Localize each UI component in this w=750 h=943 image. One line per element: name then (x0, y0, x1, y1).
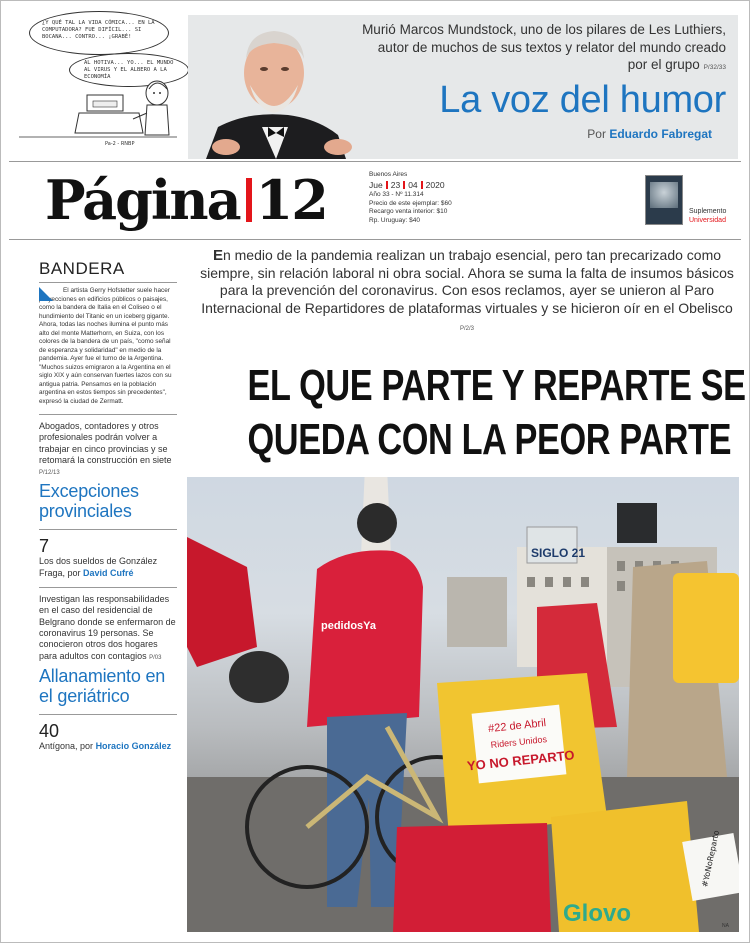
edition-issue: Año 33 - Nº 11.314 (369, 190, 424, 198)
promo-deck-text: Murió Marcos Mundstock, uno de los pilares de Les Luthiers, autor de muchos de sus textos y relator del mundo creado por el grupo (362, 22, 726, 72)
date-day: Jue (369, 179, 383, 190)
sign-line-3: YO NO REPARTO (466, 747, 576, 774)
left-column (39, 259, 177, 752)
story3-page-ref: P/03 (149, 654, 162, 661)
date-y: 2020 (425, 179, 445, 190)
promo-banner[interactable] (188, 15, 738, 159)
cartoon-signature: Pa-2 - RNBP (105, 141, 135, 147)
headline-line-1: EL QUE PARTE Y REPARTE SE (247, 361, 746, 410)
sign-line-1: #22 de Abril (487, 717, 547, 736)
divider (9, 161, 741, 162)
photo-credit: NA (722, 923, 729, 929)
story1-summary (39, 421, 177, 479)
story1-title[interactable]: Excepciones provinciales (39, 481, 139, 522)
bag-brand: Glovo (563, 900, 632, 927)
story3-summary (39, 594, 177, 664)
edition-date (369, 180, 452, 191)
supplement-label[interactable] (689, 207, 726, 225)
card-text: #YoNoReparto (700, 829, 722, 888)
story3-text: Investigan las responsabilidades en el caso del residencial de Belgrano donde se enfermaron de coronavirus 19 personas. Se conocieron otros dos hogares para adultos con contagios (39, 594, 176, 661)
newspaper-logo[interactable] (45, 165, 327, 235)
edition-price-uruguay: Rp. Uruguay: $40 (369, 217, 420, 225)
logo-number: 12 (255, 168, 327, 232)
lead-dropcap: E (212, 247, 223, 264)
bandera-heading: BANDERA (39, 259, 177, 283)
edition-city: Buenos Aires (369, 171, 408, 178)
story2-author[interactable]: David Cufré (83, 567, 134, 578)
cartoon-speech-bubble-2: AL HOTIVA... YO... EL MUNDO AL VIRUS Y EL ALBERO A LA ECONOMÍA (69, 53, 189, 87)
lead-deck-text: n medio de la pandemia realizan un trabajo esencial, pero tan precarizado como siempre, sin relación laboral ni obra social. Ahora se suma la falta de insumos básicos para la prevención del coronavirus. Con esos reclamos, ayer se unieron al Paro Internacional de Repartidores de plataformas virtuales y se hicieron oír en el Obelisco (200, 247, 734, 316)
photo-illustration (187, 477, 739, 932)
date-m: 04 (408, 179, 418, 190)
date-separator (403, 181, 405, 189)
date-separator (421, 181, 423, 189)
promo-title[interactable]: La voz del humor (439, 78, 726, 121)
supplement-name: Universidad (689, 217, 726, 224)
byline-prefix: Por (587, 126, 606, 141)
edition-info (369, 171, 452, 226)
lead-deck (197, 247, 737, 339)
divider (39, 714, 177, 715)
headline-line-2: QUEDA CON LA PEOR PARTE (247, 415, 732, 464)
logo-red-bar (246, 178, 252, 222)
editorial-cartoon (9, 7, 181, 149)
story4-author[interactable]: Horacio González (95, 740, 172, 751)
cartoon-speech-bubble: ¿Y QUÉ TAL LA VIDA CÓMICA... EN LA COMPUTADORA? FUE DIFÍCIL... SI BOCANA... CONTRO... ¡GRABÉ! (29, 11, 169, 55)
divider (9, 239, 741, 240)
masthead[interactable] (45, 165, 327, 235)
promo-deck (356, 21, 726, 77)
story2-summary (39, 556, 177, 579)
bandera-text: El artista Gerry Hofstetter suele hacer proyecciones en edificios públicos o paisajes, como la bandera de Italia en el Coliseo o el hundimiento del Titanic en un iceberg gigante. Ahora, todas las noches ilumina el punto más alto del monte Matterhorn, en Suiza, con los colores de la bandera de un país, "como señal de esperanza y solidaridad" en medio de la pandemia. Ayer fue el turno de la Argentina. "Muchos suizos emigraron a la Argentina en el siglo XIX y aún conservan fuertes lazos con su antigua patria. Pensamos en la población argentina en estos tiempos sin precedentes", expresó la ciudad de Zermatt. (39, 287, 172, 405)
lead-photo[interactable] (187, 477, 739, 932)
story3-title[interactable]: Allanamiento en el geriátrico (39, 665, 166, 706)
story2-text: Los dos sueldos de González Fraga, por (39, 556, 158, 578)
blue-triangle-icon (39, 287, 53, 301)
byline-author[interactable]: Eduardo Fabregat (609, 126, 712, 141)
story1-page-ref: P/12/13 (39, 470, 60, 477)
story4-summary (39, 741, 177, 752)
jacket-text: pedidosYa (321, 620, 377, 632)
lead-headline[interactable] (247, 359, 746, 467)
edition-price: Precio de este ejemplar: $60 (369, 199, 452, 207)
supplement-word: Suplemento (689, 208, 727, 215)
story2-number: 7 (39, 536, 50, 557)
promo-page-ref: P/32/33 (703, 64, 726, 71)
divider (39, 414, 177, 415)
divider (39, 587, 177, 588)
promo-byline (356, 127, 726, 141)
story4-text: Antígona, por (39, 740, 94, 751)
supplement-thumbnail[interactable] (645, 175, 683, 225)
building-sign: SIGLO 21 (531, 546, 586, 560)
sign-line-2: Riders Unidos (490, 734, 548, 750)
portrait-photo (188, 15, 368, 159)
edition-price-interior: Recargo venta interior: $10 (369, 208, 448, 216)
divider (39, 529, 177, 530)
date-d: 23 (390, 179, 401, 190)
bandera-body (39, 283, 177, 406)
cartoon-drawing (9, 7, 181, 149)
lead-page-ref: P/2/3 (459, 326, 474, 333)
story1-text: Abogados, contadores y otros profesionales podrán volver a trabajar en cinco provincias y se retomará la construcción en siete (39, 421, 172, 465)
date-separator (386, 181, 388, 189)
logo-wordmark: Página (45, 168, 240, 232)
story4-number: 40 (39, 720, 60, 741)
